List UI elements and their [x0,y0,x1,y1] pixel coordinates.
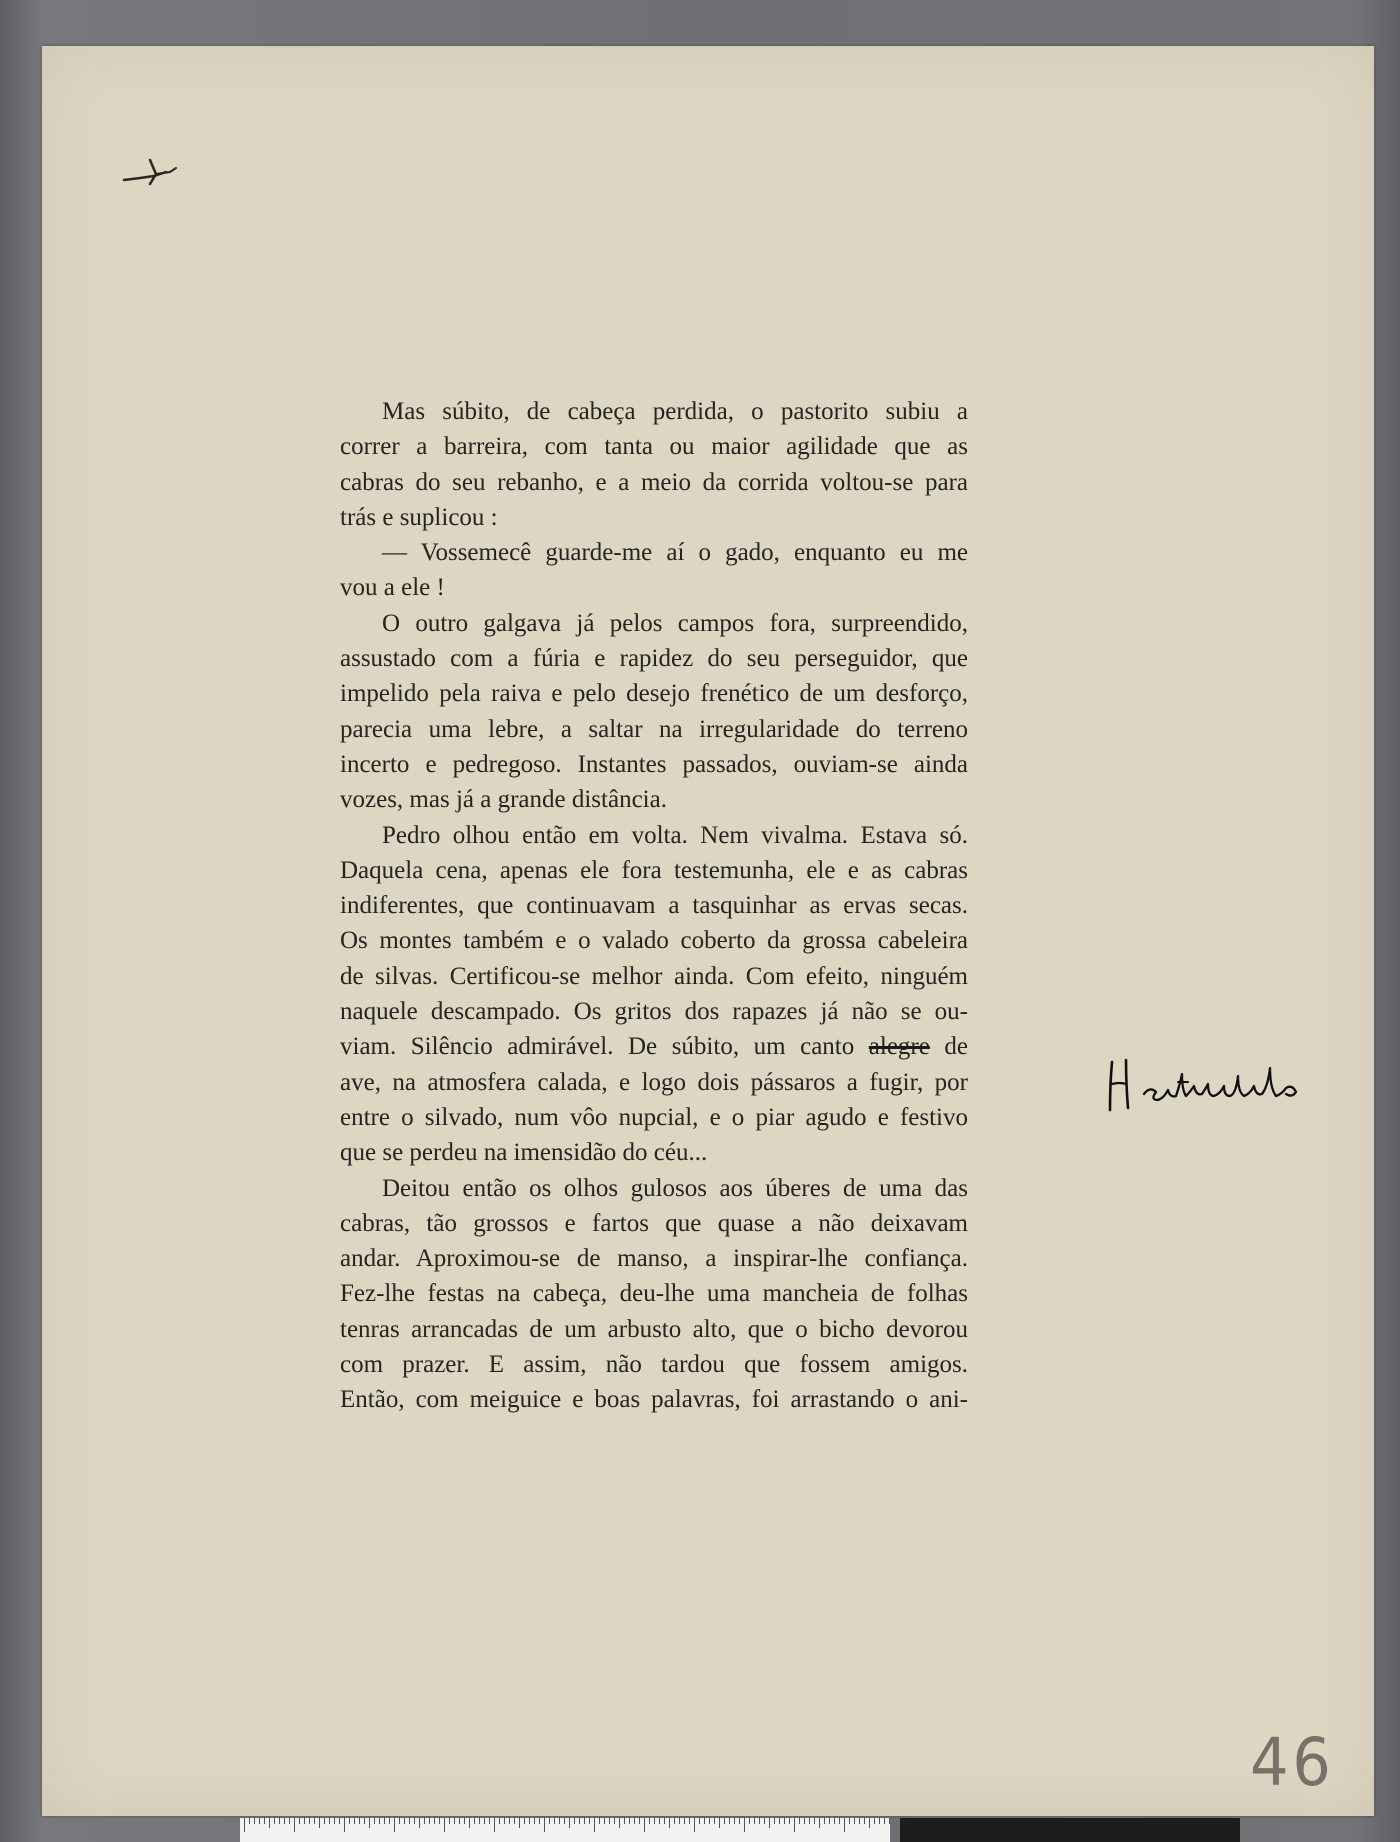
ruler-tick [289,1818,290,1824]
ruler-tick [699,1818,700,1824]
ruler-tick [424,1818,425,1824]
ruler-tick [679,1818,680,1824]
body-text [340,394,968,1418]
ruler-tick [689,1818,690,1824]
ruler-tick [844,1818,845,1832]
ruler-tick [744,1818,745,1832]
struck-word: alegre [868,1033,930,1061]
text-line: assustado com a fúria e rapidez do seu perseguidor, que [340,645,968,673]
ruler-tick [669,1818,670,1828]
ruler-tick [484,1818,485,1824]
ruler-tick [379,1818,380,1824]
ruler-tick [304,1818,305,1824]
ruler-tick [749,1818,750,1824]
text-line: indiferentes, que continuavam a tasquinhar as ervas secas. [340,892,968,920]
ruler-tick [684,1818,685,1824]
text-line: cabras do seu rebanho, e a meio da corrida voltou-se para [340,468,968,496]
ruler-tick [734,1818,735,1824]
ruler-tick [554,1818,555,1824]
ruler-tick [279,1818,280,1824]
ruler-tick [739,1818,740,1824]
ruler-tick [759,1818,760,1824]
ruler-tick [809,1818,810,1824]
ruler-tick [829,1818,830,1824]
text-line: Fez-lhe festas na cabeça, deu-lhe uma mancheia de folhas [340,1280,968,1308]
ruler-tick [564,1818,565,1824]
ruler-tick [469,1818,470,1828]
ruler-tick [244,1818,245,1832]
ruler-tick [264,1818,265,1824]
ruler-tick [479,1818,480,1824]
ruler-tick [524,1818,525,1824]
ruler-tick [269,1818,270,1828]
ruler-tick [834,1818,835,1824]
ruler-tick [794,1818,795,1832]
ruler-tick [384,1818,385,1824]
text-line: entre o silvado, num vôo nupcial, e o piar agudo e festivo [340,1103,968,1131]
line-start: viam. Silêncio admirável. De súbito, um canto [340,1033,855,1061]
ruler-tick [629,1818,630,1824]
ruler-tick [694,1818,695,1832]
ruler-tick [334,1818,335,1824]
text-line: incerto e pedregoso. Instantes passados, ouviam-se ainda [340,750,968,778]
ruler-tick [729,1818,730,1824]
ruler-tick [429,1818,430,1824]
ruler-tick [649,1818,650,1824]
text-line: Mas súbito, de cabeça perdida, o pastorito subiu a [382,398,968,425]
ruler-tick [324,1818,325,1824]
ruler-tick [619,1818,620,1828]
text-line: tenras arrancadas de um arbusto alto, que o bicho devorou [340,1315,968,1343]
ruler-tick [444,1818,445,1832]
text-line: cabras, tão grossos e fartos que quase a não deixavam [340,1209,968,1237]
ruler-tick [534,1818,535,1824]
text-line: trás e suplicou : [340,503,498,531]
text-line: vozes, mas já a grande distância. [340,786,667,814]
text-line: impelido pela raiva e pelo desejo frenético de um desforço, [340,680,968,708]
ruler-tick [714,1818,715,1824]
ruler-tick [394,1818,395,1832]
ruler-tick [314,1818,315,1824]
ruler-tick [824,1818,825,1824]
ruler-tick [819,1818,820,1828]
ruler-tick [664,1818,665,1824]
text-line: — Vossemecê guarde-me aí o gado, enquanto eu me [382,539,968,567]
ruler-tick [724,1818,725,1824]
ruler-tick [719,1818,720,1828]
ruler-tick [594,1818,595,1832]
ruler-tick [274,1818,275,1824]
ruler-tick [464,1818,465,1824]
ruler-tick [789,1818,790,1824]
ruler-tick [769,1818,770,1828]
ruler-tick [859,1818,860,1824]
ruler-tick [319,1818,320,1828]
ruler-tick [864,1818,865,1824]
text-line: Deitou então os olhos gulosos aos úberes de uma das [382,1174,968,1202]
ruler-tick [599,1818,600,1824]
ruler-tick [764,1818,765,1824]
ruler-tick [514,1818,515,1824]
ruler-tick [329,1818,330,1824]
ruler-tick [644,1818,645,1832]
text-line: Os montes também e o valado coberto da grossa cabeleira [340,927,968,955]
page-number: 46 [1250,1724,1335,1801]
ruler-tick [674,1818,675,1824]
ruler-tick [634,1818,635,1824]
ruler-tick [549,1818,550,1824]
ruler-tick [344,1818,345,1832]
ruler-tick [574,1818,575,1824]
ruler-dark-segment [890,1818,1240,1842]
ruler-tick [654,1818,655,1824]
ruler-tick [879,1818,880,1824]
ruler-gap [890,1818,900,1842]
ruler-tick [399,1818,400,1824]
ruler-tick [604,1818,605,1824]
ruler-tick [504,1818,505,1824]
ruler-tick [499,1818,500,1824]
ruler-tick [609,1818,610,1824]
ruler-tick [854,1818,855,1824]
ruler-tick [884,1818,885,1824]
ruler-tick [364,1818,365,1824]
ruler-tick [814,1818,815,1824]
ruler-tick [449,1818,450,1824]
line-end: de [944,1033,969,1061]
ruler-tick [309,1818,310,1824]
ruler-tick [414,1818,415,1824]
ruler-tick [779,1818,780,1824]
ruler-tick [874,1818,875,1824]
text-line: Então, com meiguice e boas palavras, foi arrastando o ani- [340,1386,968,1414]
pen-mark-icon [120,154,180,194]
text-line: Daquela cena, apenas ele fora testemunha, ele e as cabras [340,856,968,884]
ruler-tick [774,1818,775,1824]
ruler-tick [294,1818,295,1832]
text-line: andar. Aproximou-se de manso, a inspirar-lhe confiança. [340,1245,968,1273]
ruler-tick [354,1818,355,1824]
paper-sheet [42,46,1374,1816]
ruler-tick [454,1818,455,1824]
ruler-tick [359,1818,360,1824]
ruler-tick [659,1818,660,1824]
ruler-tick [284,1818,285,1824]
ruler-tick [869,1818,870,1828]
ruler-tick [889,1818,890,1824]
ruler-tick [349,1818,350,1824]
ruler-tick [409,1818,410,1824]
ruler-tick [249,1818,250,1824]
ruler-tick [584,1818,585,1824]
ruler-tick [579,1818,580,1824]
text-line-with-strike [340,1029,968,1064]
ruler-tick [559,1818,560,1824]
text-line: Pedro olhou então em volta. Nem vivalma. Estava só. [382,821,968,849]
ruler-tick [259,1818,260,1824]
ruler-tick [569,1818,570,1828]
text-line: de silvas. Certificou-se melhor ainda. Com efeito, ninguém [340,962,968,990]
ruler-tick [614,1818,615,1824]
text-line: naquele descampado. Os gritos dos rapazes já não se ou- [340,998,968,1026]
ruler-tick [369,1818,370,1828]
ruler-tick [374,1818,375,1824]
ruler-tick [804,1818,805,1824]
ruler-tick [539,1818,540,1824]
ruler-tick [799,1818,800,1824]
ruler-tick [459,1818,460,1824]
ruler-tick [494,1818,495,1832]
ruler-tick [754,1818,755,1824]
text-line: correr a barreira, com tanta ou maior agilidade que as [340,433,968,461]
ruler-tick [519,1818,520,1828]
ruler-tick [439,1818,440,1824]
text-line: que se perdeu na imensidão do céu... [340,1139,708,1167]
ruler-tick [589,1818,590,1824]
ruler-tick [474,1818,475,1824]
color-scale-ruler [240,1818,1240,1842]
ruler-tick [339,1818,340,1824]
text-line: com prazer. E assim, não tardou que fossem amigos. [340,1351,968,1379]
ruler-tick [624,1818,625,1824]
ruler-tick [839,1818,840,1824]
ruler-tick [529,1818,530,1824]
ruler-tick [849,1818,850,1824]
ruler-tick [784,1818,785,1824]
text-line: parecia uma lebre, a saltar na irregularidade do terreno [340,715,968,743]
ruler-tick [254,1818,255,1824]
text-line: vou a ele ! [340,574,445,602]
text-line: ave, na atmosfera calada, e logo dois pássaros a fugir, por [340,1068,968,1096]
text-line: O outro galgava já pelos campos fora, surpreendido, [382,609,968,637]
ruler-tick [404,1818,405,1824]
ruler-tick [704,1818,705,1824]
ruler-tick [389,1818,390,1824]
ruler-tick [639,1818,640,1824]
ruler-tick [709,1818,710,1824]
ruler-tick [299,1818,300,1824]
ruler-tick [489,1818,490,1824]
ruler-tick [434,1818,435,1824]
ruler-tick [419,1818,420,1828]
ruler-tick [544,1818,545,1832]
ruler-tick [509,1818,510,1824]
